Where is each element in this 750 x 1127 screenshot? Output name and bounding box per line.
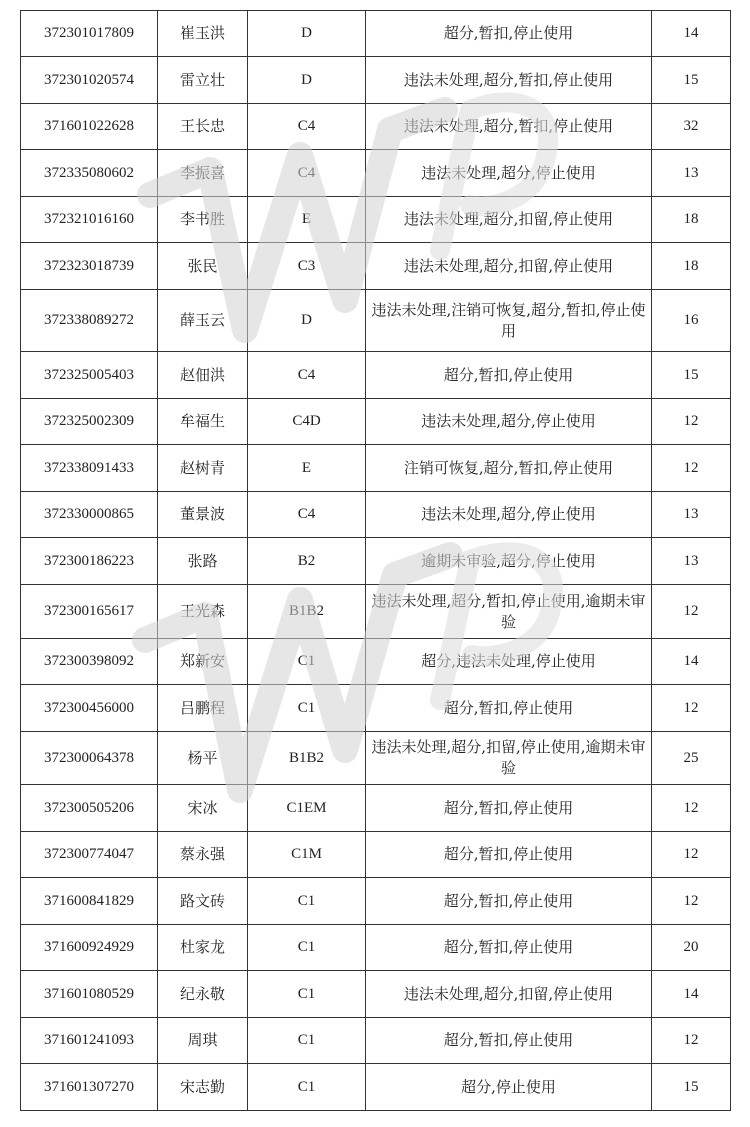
driver-name-cell: 王长忠	[158, 104, 248, 150]
license-status-cell: 超分,暂扣,停止使用	[366, 685, 652, 732]
license-class-cell: C1	[248, 971, 366, 1018]
table-row	[21, 399, 731, 445]
driver-name-cell: 张路	[158, 538, 248, 585]
license-status-cell: 超分,暂扣,停止使用	[366, 1018, 652, 1064]
penalty-points-cell: 12	[652, 785, 731, 832]
license-number-cell: 372325002309	[21, 399, 158, 445]
license-status-cell: 违法未处理,超分,扣留,停止使用,逾期未审验	[366, 732, 652, 785]
license-class-cell: D	[248, 57, 366, 104]
table-row	[21, 445, 731, 492]
penalty-points-cell: 12	[652, 878, 731, 925]
license-class-cell: C1	[248, 685, 366, 732]
license-class-cell: C1EM	[248, 785, 366, 832]
table-row	[21, 878, 731, 925]
penalty-points-cell: 14	[652, 11, 731, 57]
penalty-points-cell: 14	[652, 639, 731, 685]
license-class-cell: C4	[248, 104, 366, 150]
license-status-cell: 违法未处理,超分,暂扣,停止使用	[366, 57, 652, 104]
license-class-cell: D	[248, 290, 366, 352]
table-row	[21, 1064, 731, 1111]
penalty-points-cell: 12	[652, 399, 731, 445]
driver-name-cell: 蔡永强	[158, 832, 248, 878]
table-row	[21, 585, 731, 639]
license-status-cell: 注销可恢复,超分,暂扣,停止使用	[366, 445, 652, 492]
license-number-cell: 371601022628	[21, 104, 158, 150]
license-status-cell: 违法未处理,超分,扣留,停止使用	[366, 971, 652, 1018]
driver-name-cell: 周琪	[158, 1018, 248, 1064]
driver-name-cell: 杜家龙	[158, 925, 248, 971]
license-number-cell: 372338091433	[21, 445, 158, 492]
penalty-points-cell: 18	[652, 243, 731, 290]
license-number-cell: 372335080602	[21, 150, 158, 197]
license-number-cell: 372301017809	[21, 11, 158, 57]
license-number-cell: 371601080529	[21, 971, 158, 1018]
license-number-cell: 372300774047	[21, 832, 158, 878]
penalty-points-cell: 13	[652, 492, 731, 538]
driver-name-cell: 纪永敬	[158, 971, 248, 1018]
table-row	[21, 492, 731, 538]
table-row	[21, 290, 731, 352]
penalty-points-cell: 13	[652, 538, 731, 585]
license-class-cell: C1	[248, 1018, 366, 1064]
license-number-cell: 371600841829	[21, 878, 158, 925]
driver-name-cell: 赵佃洪	[158, 352, 248, 399]
license-class-cell: B1B2	[248, 585, 366, 639]
driver-name-cell: 杨平	[158, 732, 248, 785]
license-number-cell: 372325005403	[21, 352, 158, 399]
table-row	[21, 685, 731, 732]
driver-name-cell: 李书胜	[158, 197, 248, 243]
license-status-cell: 违法未处理,超分,暂扣,停止使用	[366, 104, 652, 150]
license-class-cell: C4	[248, 352, 366, 399]
driver-name-cell: 薛玉云	[158, 290, 248, 352]
penalty-points-cell: 20	[652, 925, 731, 971]
driver-name-cell: 郑新安	[158, 639, 248, 685]
license-class-cell: C1	[248, 925, 366, 971]
penalty-points-cell: 15	[652, 57, 731, 104]
records-table	[20, 10, 731, 1111]
table-row	[21, 243, 731, 290]
table-row	[21, 352, 731, 399]
table-row	[21, 150, 731, 197]
penalty-points-cell: 25	[652, 732, 731, 785]
license-number-cell: 372300064378	[21, 732, 158, 785]
license-status-cell: 超分,违法未处理,停止使用	[366, 639, 652, 685]
driver-name-cell: 雷立壮	[158, 57, 248, 104]
penalty-points-cell: 12	[652, 685, 731, 732]
license-status-cell: 违法未处理,超分,停止使用	[366, 399, 652, 445]
license-class-cell: C4D	[248, 399, 366, 445]
driver-name-cell: 崔玉洪	[158, 11, 248, 57]
license-number-cell: 372323018739	[21, 243, 158, 290]
driver-name-cell: 宋志勤	[158, 1064, 248, 1111]
license-status-cell: 违法未处理,超分,停止使用	[366, 150, 652, 197]
penalty-points-cell: 15	[652, 1064, 731, 1111]
penalty-points-cell: 12	[652, 445, 731, 492]
license-status-cell: 违法未处理,超分,停止使用	[366, 492, 652, 538]
license-number-cell: 372300505206	[21, 785, 158, 832]
table-row	[21, 925, 731, 971]
driver-name-cell: 王光森	[158, 585, 248, 639]
license-number-cell: 372300186223	[21, 538, 158, 585]
license-status-cell: 违法未处理,超分,暂扣,停止使用,逾期未审验	[366, 585, 652, 639]
license-status-cell: 违法未处理,注销可恢复,超分,暂扣,停止使用	[366, 290, 652, 352]
penalty-points-cell: 32	[652, 104, 731, 150]
license-class-cell: C3	[248, 243, 366, 290]
table-row	[21, 57, 731, 104]
license-class-cell: E	[248, 197, 366, 243]
license-number-cell: 371600924929	[21, 925, 158, 971]
table-row	[21, 971, 731, 1018]
penalty-points-cell: 18	[652, 197, 731, 243]
table-row	[21, 104, 731, 150]
license-class-cell: C1	[248, 639, 366, 685]
penalty-points-cell: 15	[652, 352, 731, 399]
license-number-cell: 371601307270	[21, 1064, 158, 1111]
license-class-cell: C1	[248, 878, 366, 925]
penalty-points-cell: 16	[652, 290, 731, 352]
table-row	[21, 785, 731, 832]
table-row	[21, 832, 731, 878]
driver-name-cell: 董景波	[158, 492, 248, 538]
license-status-cell: 违法未处理,超分,扣留,停止使用	[366, 197, 652, 243]
license-status-cell: 超分,暂扣,停止使用	[366, 925, 652, 971]
license-class-cell: C4	[248, 492, 366, 538]
penalty-points-cell: 12	[652, 832, 731, 878]
license-status-cell: 超分,暂扣,停止使用	[366, 352, 652, 399]
penalty-points-cell: 12	[652, 585, 731, 639]
driver-name-cell: 牟福生	[158, 399, 248, 445]
table-row	[21, 11, 731, 57]
driver-name-cell: 张民	[158, 243, 248, 290]
license-status-cell: 超分,暂扣,停止使用	[366, 832, 652, 878]
license-number-cell: 372330000865	[21, 492, 158, 538]
driver-name-cell: 赵树青	[158, 445, 248, 492]
driver-name-cell: 李振喜	[158, 150, 248, 197]
table-row	[21, 639, 731, 685]
license-number-cell: 372300456000	[21, 685, 158, 732]
license-status-cell: 超分,暂扣,停止使用	[366, 785, 652, 832]
license-status-cell: 逾期未审验,超分,停止使用	[366, 538, 652, 585]
driver-name-cell: 宋冰	[158, 785, 248, 832]
penalty-points-cell: 12	[652, 1018, 731, 1064]
table-row	[21, 1018, 731, 1064]
license-class-cell: D	[248, 11, 366, 57]
license-number-cell: 372321016160	[21, 197, 158, 243]
license-class-cell: C4	[248, 150, 366, 197]
license-class-cell: B2	[248, 538, 366, 585]
penalty-points-cell: 13	[652, 150, 731, 197]
license-class-cell: B1B2	[248, 732, 366, 785]
driver-name-cell: 吕鹏程	[158, 685, 248, 732]
license-number-cell: 372300165617	[21, 585, 158, 639]
license-status-cell: 超分,停止使用	[366, 1064, 652, 1111]
table-row	[21, 538, 731, 585]
records-table-body	[21, 11, 731, 1111]
license-class-cell: C1	[248, 1064, 366, 1111]
license-number-cell: 372300398092	[21, 639, 158, 685]
license-status-cell: 超分,暂扣,停止使用	[366, 11, 652, 57]
license-class-cell: E	[248, 445, 366, 492]
license-number-cell: 372301020574	[21, 57, 158, 104]
license-number-cell: 372338089272	[21, 290, 158, 352]
driver-name-cell: 路文砖	[158, 878, 248, 925]
penalty-points-cell: 14	[652, 971, 731, 1018]
license-number-cell: 371601241093	[21, 1018, 158, 1064]
table-row	[21, 732, 731, 785]
license-status-cell: 超分,暂扣,停止使用	[366, 878, 652, 925]
table-row	[21, 197, 731, 243]
license-class-cell: C1M	[248, 832, 366, 878]
license-status-cell: 违法未处理,超分,扣留,停止使用	[366, 243, 652, 290]
